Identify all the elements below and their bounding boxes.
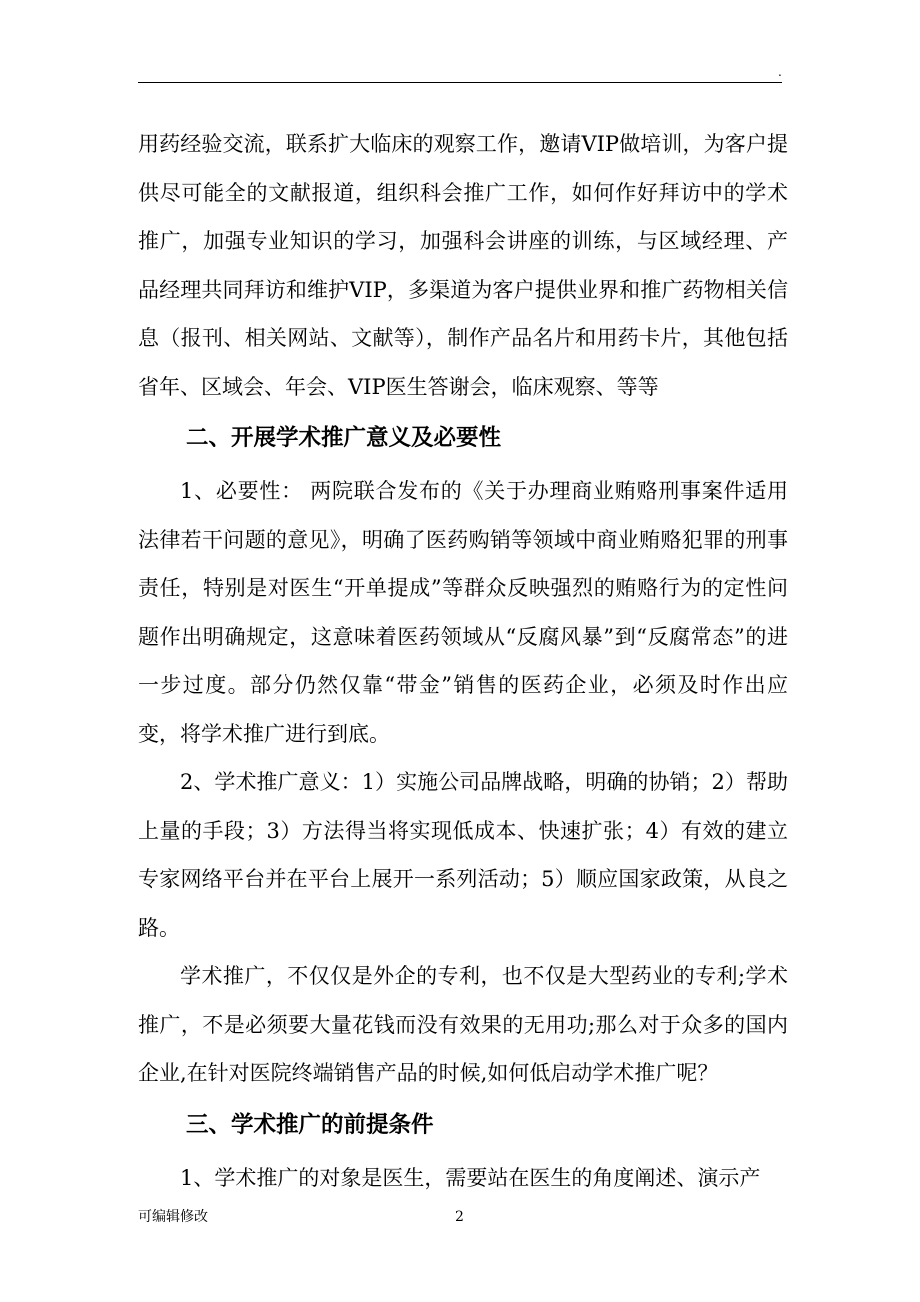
- header-rule: [138, 82, 782, 83]
- page-body: [138, 120, 788, 1202]
- page-number: 2: [455, 1209, 464, 1225]
- header-mark: .: [778, 65, 782, 79]
- paragraph-question: 学术推广，不仅仅是外企的专利，也不仅是大型药业的专利;学术推广，不是必须要大量花钱而没有效果的无用功;那么对于众多的国内企业,在针对医院终端销售产品的时候,如何低启动学术推广呢？: [138, 964, 788, 1085]
- paragraph-premise: 1、学术推广的对象是医生，需要站在医生的角度阐述、演示产: [180, 1165, 761, 1190]
- paragraph-necessity: 1、必要性： 两院联合发布的《关于办理商业贿赂刑事案件适用法律若干问题的意见》，明确了医药购销等领域中商业贿赂犯罪的刑事责任，特别是对医生“开单提成”等群众反映强烈的贿赂行为的定性问题作出明确规定，这意味着医药领域从“反腐风暴”到“反腐常态”的进一步过度。部分仍然仅靠“带金”销售的医药企业，必须及时作出应变，将学术推广进行到底。: [138, 479, 788, 746]
- paragraph-intro: 用药经验交流，联系扩大临床的观察工作，邀请VIP做培训，为客户提供尽可能全的文献报道，组织科会推广工作，如何作好拜访中的学术推广，加强专业知识的学习，加强科会讲座的训练，与区域经理、产品经理共同拜访和维护VIP，多渠道为客户提供业界和推广药物相关信息（报刊、相关网站、文献等），制作产品名片和用药卡片，其他包括省年、区域会、年会、VIP医生答谢会，临床观察、等等: [138, 132, 788, 399]
- section-heading-3: 三、学术推广的前提条件: [186, 1111, 434, 1138]
- paragraph-significance: 2、学术推广意义：1）实施公司品牌战略，明确的协销；2）帮助上量的手段；3）方法得当将实现低成本、快速扩张；4）有效的建立专家网络平台并在平台上展开一系列活动；5）顺应国家政策，从良之路。: [138, 770, 788, 940]
- footer-editable-note: 可编辑修改: [138, 1209, 208, 1225]
- section-heading-2: 二、开展学术推广意义及必要性: [186, 425, 502, 451]
